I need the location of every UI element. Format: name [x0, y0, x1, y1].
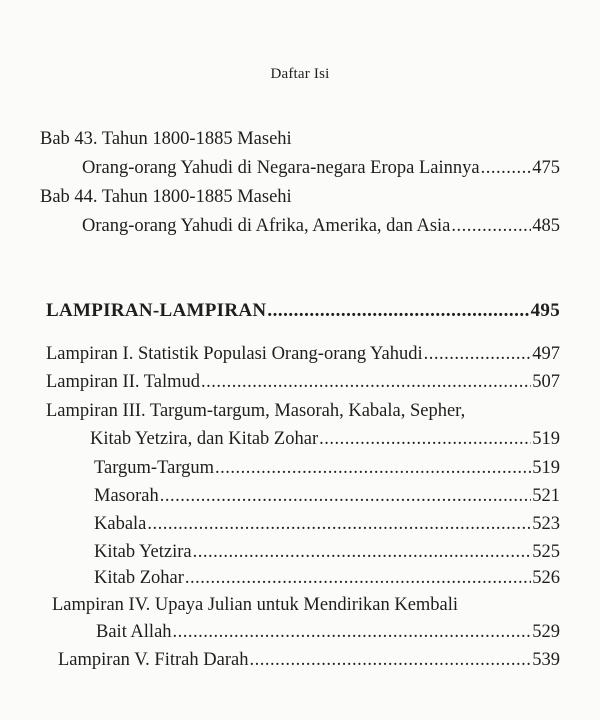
leader-dots: [185, 565, 531, 591]
appendix-label: Lampiran I. Statistik Populasi Orang-orang Yahudi: [46, 344, 423, 364]
chapter-44-title-line: [0, 184, 600, 210]
appendix-entry-continuation[interactable]: [0, 426, 600, 452]
leader-dots: [319, 426, 531, 452]
chapter-subtitle: Orang-orang Yahudi di Afrika, Amerika, dan Asia: [82, 216, 451, 236]
appendix-entry-first-line: [0, 398, 600, 424]
appendix-entry[interactable]: [0, 369, 600, 395]
leader-dots: [173, 619, 532, 645]
leader-dots: [215, 455, 531, 481]
sub-entry-label: Targum-Targum: [94, 458, 215, 478]
leader-dots: [249, 647, 531, 673]
page-number: 525: [532, 542, 560, 562]
leader-dots: [424, 341, 532, 367]
page-number: 521: [532, 486, 560, 506]
sub-entry[interactable]: [0, 565, 600, 591]
appendix-label: Lampiran IV. Upaya Julian untuk Mendirikan Kembali: [52, 595, 459, 615]
leader-dots: [451, 213, 531, 239]
chapter-title: Bab 43. Tahun 1800-1885 Masehi: [40, 129, 292, 149]
page-number: 519: [532, 429, 560, 449]
page-number: 495: [530, 300, 560, 321]
chapter-43-title-line: [0, 126, 600, 152]
sub-entry[interactable]: [0, 539, 600, 565]
appendix-label: Lampiran II. Talmud: [46, 372, 201, 392]
appendix-label: Lampiran III. Targum-targum, Masorah, Kabala, Sepher,: [46, 401, 466, 421]
page-number: 519: [532, 458, 560, 478]
leader-dots: [267, 298, 529, 324]
appendix-entry-continuation[interactable]: [0, 619, 600, 645]
page-number: 523: [532, 514, 560, 534]
page-number: 475: [532, 158, 560, 178]
sub-entry-label: Masorah: [94, 486, 159, 506]
appendix-entry[interactable]: [0, 647, 600, 673]
appendix-label: Lampiran V. Fitrah Darah: [58, 650, 249, 670]
sub-entry[interactable]: [0, 483, 600, 509]
page-number: 485: [532, 216, 560, 236]
sub-entry-label: Kitab Yetzira: [94, 542, 192, 562]
leader-dots: [160, 483, 532, 509]
leader-dots: [201, 369, 531, 395]
section-title: LAMPIRAN-LAMPIRAN: [46, 300, 267, 321]
page-number: 497: [532, 344, 560, 364]
page-number: 507: [532, 372, 560, 392]
sub-entry-label: Kabala: [94, 514, 147, 534]
appendix-label-continued: Bait Allah: [96, 622, 172, 642]
appendix-label-continued: Kitab Yetzira, dan Kitab Zohar: [90, 429, 319, 449]
page-number: 529: [532, 622, 560, 642]
chapter-subtitle: Orang-orang Yahudi di Negara-negara Eropa Lainnya: [82, 158, 480, 178]
appendix-entry-first-line: [0, 592, 600, 618]
sub-entry-label: Kitab Zohar: [94, 568, 184, 588]
appendix-entry[interactable]: [0, 341, 600, 367]
sub-entry[interactable]: [0, 511, 600, 537]
leader-dots: [193, 539, 532, 565]
page-number: 526: [532, 568, 560, 588]
chapter-43-subtitle-line[interactable]: [0, 155, 600, 181]
running-title: Daftar Isi: [270, 66, 330, 82]
chapter-44-subtitle-line[interactable]: [0, 213, 600, 239]
leader-dots: [481, 155, 532, 181]
page-number: 539: [532, 650, 560, 670]
leader-dots: [147, 511, 531, 537]
sub-entry[interactable]: [0, 455, 600, 481]
chapter-title: Bab 44. Tahun 1800-1885 Masehi: [40, 187, 292, 207]
section-heading[interactable]: [0, 298, 600, 324]
